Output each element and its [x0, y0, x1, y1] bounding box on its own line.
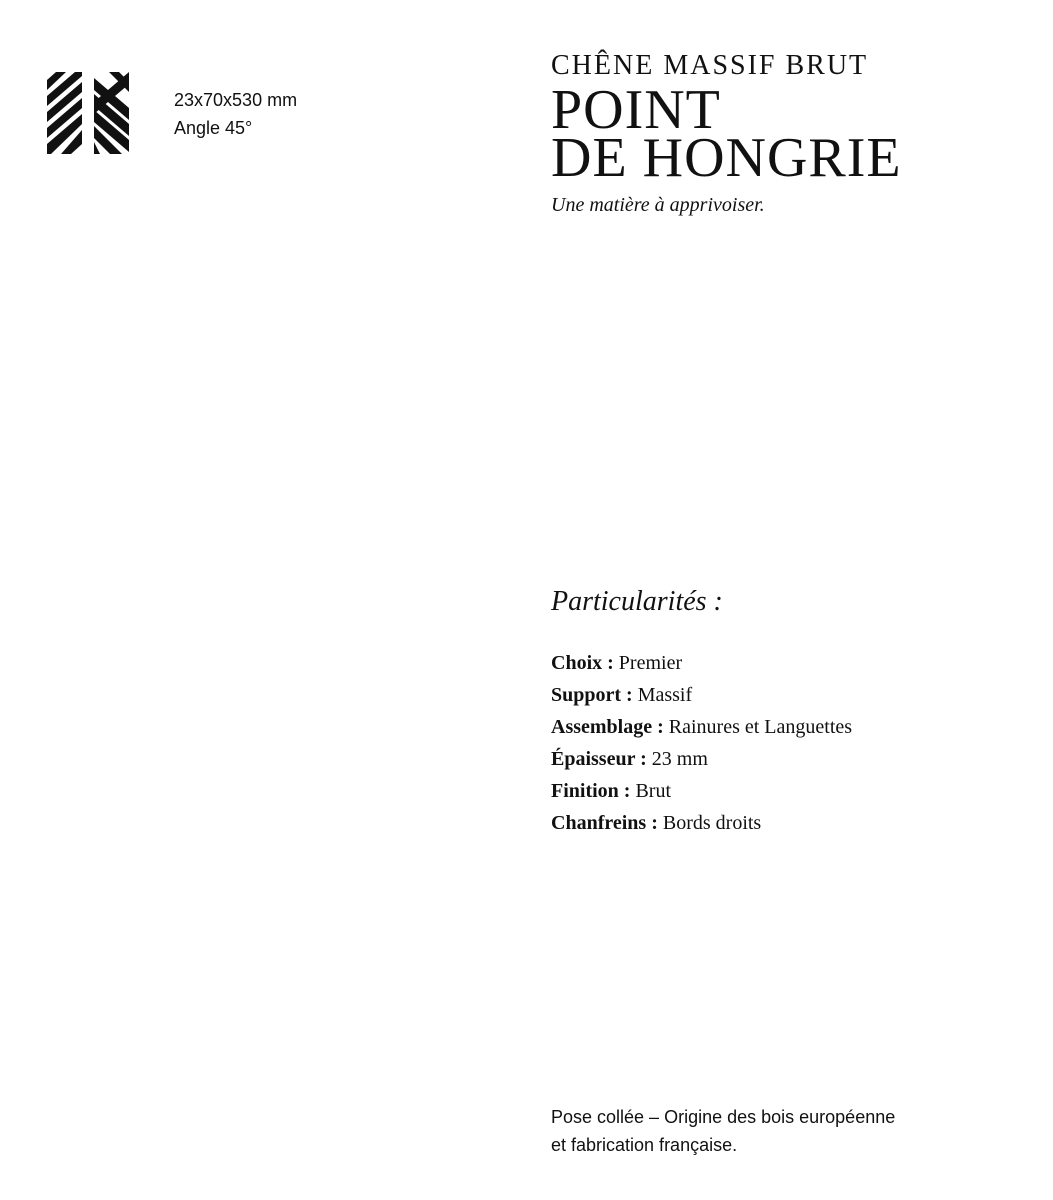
spec-label: Support : — [551, 684, 633, 706]
product-title — [551, 79, 1031, 189]
spec-label: Chanfreins : — [551, 812, 658, 834]
spec-label: Assemblage : — [551, 716, 664, 738]
product-dimensions — [174, 86, 297, 142]
spec-label: Choix : — [551, 652, 614, 674]
spec-label: Finition : — [551, 780, 631, 802]
product-tagline: Une matière à apprivoiser. — [551, 194, 765, 216]
specs-heading: Particularités : — [551, 586, 723, 617]
spec-value: Premier — [618, 652, 683, 674]
spec-label: Épaisseur : — [551, 748, 647, 770]
spec-row-choix — [551, 647, 1031, 679]
footer-note — [551, 1103, 931, 1159]
herringbone-parquet-icon — [47, 72, 129, 154]
product-supertitle: CHÊNE MASSIF BRUT — [551, 50, 869, 81]
spec-value: Bords droits — [662, 812, 762, 834]
angle-value: Angle 45° — [174, 118, 253, 138]
product-title-line-1: POINT — [551, 79, 721, 141]
spec-row-support — [551, 679, 1031, 711]
product-title-line-2: DE HONGRIE — [551, 127, 902, 189]
product-title-block — [551, 50, 1031, 218]
spec-value: Rainures et Languettes — [668, 716, 853, 738]
spec-row-finition — [551, 775, 1031, 807]
spec-row-chanfreins — [551, 807, 1031, 839]
spec-row-epaisseur — [551, 743, 1031, 775]
specs-section — [551, 585, 1031, 839]
size-value: 23x70x530 mm — [174, 90, 298, 110]
spec-value: 23 mm — [651, 748, 708, 770]
spec-value: Massif — [637, 684, 693, 706]
footer-line-2: et fabrication française. — [551, 1135, 738, 1155]
spec-value: Brut — [635, 780, 672, 802]
spec-row-assemblage — [551, 711, 1031, 743]
footer-line-1: Pose collée – Origine des bois européenne — [551, 1107, 896, 1127]
